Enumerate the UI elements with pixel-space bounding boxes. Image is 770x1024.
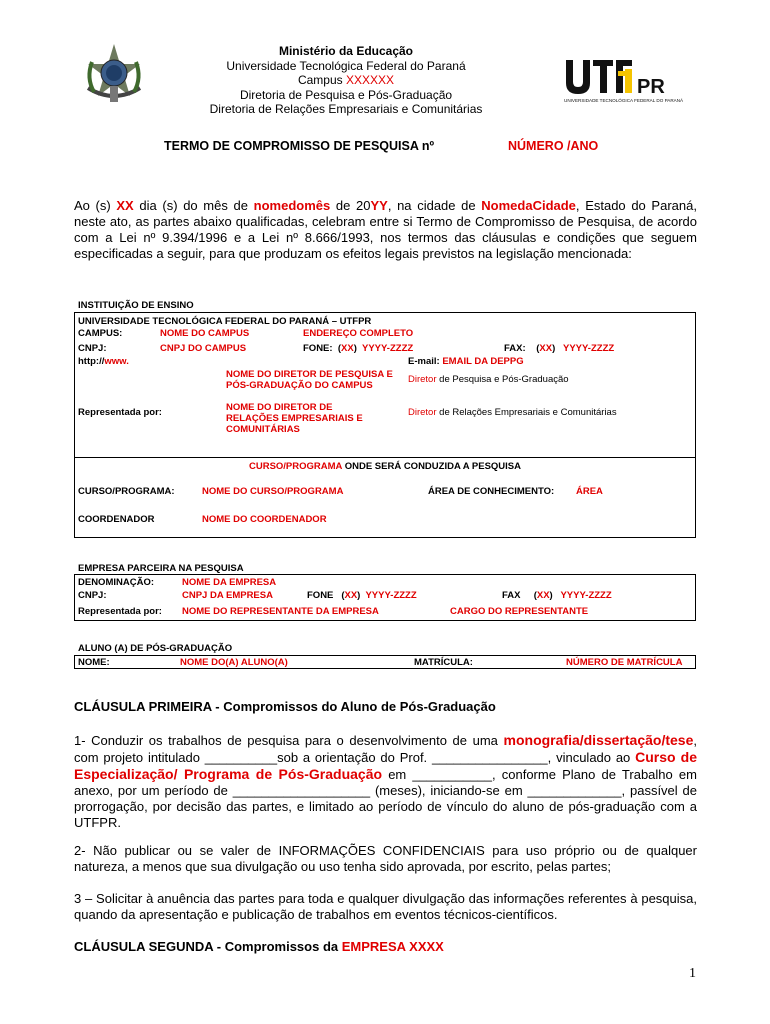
student-section-label: ALUNO (A) DE PÓS-GRADUAÇÃO	[78, 643, 233, 654]
institution-represented-label: Representada por:	[78, 407, 162, 418]
company-rep-value: NOME DO REPRESENTANTE DA EMPRESA	[182, 606, 379, 617]
company-placeholder: EMPRESA XXXX	[341, 939, 444, 954]
company-represented-label: Representada por:	[78, 606, 162, 617]
directorate-research: Diretoria de Pesquisa e Pós-Graduação	[239, 87, 453, 102]
fax-field: FAX: (XX) YYYY-ZZZZ	[504, 343, 615, 354]
directorate-relations: Diretoria de Relações Empresariais e Comunitárias	[209, 102, 483, 116]
year-placeholder: YY	[370, 198, 388, 213]
company-phone-field: FONE (XX) YYYY-ZZZZ	[307, 590, 417, 601]
university-name: Universidade Tecnológica Federal do Paraná	[226, 58, 466, 73]
institution-name: UNIVERSIDADE TECNOLÓGICA FEDERAL DO PARANÁ – UTFPR	[78, 316, 372, 327]
campus-line: Campus XXXXXX	[297, 73, 395, 87]
clause-one-item-1: 1- Conduzir os trabalhos de pesquisa para o desenvolvimento de uma monografia/dissertação/tese, com projeto intitulado __________sob a orientação do Prof. ________________, vinculado ao Curso de Especialização/ Programa de Pós-Graduação em ___________, conforme Plano de Trabalho em anexo, por um período de ___________________ (meses), iniciando-se em _____________, passível de prorrogação, por decisão das partes, e limitado ao período de vínculo do aluno de pós-graduação com a UTFPR.	[74, 732, 697, 830]
company-cnpj-value: CNPJ DA EMPRESA	[182, 590, 273, 601]
brazil-coat-of-arms-logo	[80, 42, 148, 110]
director-relations-name: NOME DO DIRETOR DE RELAÇÕES EMPRESARIAIS E COMUNITÁRIAS	[226, 402, 363, 435]
email-field: E-mail: EMAIL DA DEPPG	[408, 356, 524, 367]
clause-two-title: CLÁUSULA SEGUNDA - Compromissos da EMPRESA XXXX	[74, 939, 444, 954]
student-reg-label: MATRÍCULA:	[414, 657, 473, 668]
day-placeholder: XX	[116, 198, 134, 213]
document-title: TERMO DE COMPROMISSO DE PESQUISA nº	[164, 139, 435, 153]
coordinator-label: COORDENADOR	[78, 514, 155, 525]
institution-section-label: INSTITUIÇÃO DE ENSINO	[78, 300, 194, 311]
website-field: http://www.	[78, 356, 129, 367]
ministry-name: Ministério da Educação	[278, 44, 414, 58]
document-header	[180, 44, 512, 117]
company-fax-field: FAX (XX) YYYY-ZZZZ	[502, 590, 612, 601]
svg-text:PR: PR	[637, 76, 665, 98]
document-number: NÚMERO /ANO	[508, 139, 599, 153]
student-name-label: NOME:	[78, 657, 110, 668]
page-number: 1	[689, 966, 696, 981]
company-name-value: NOME DA EMPRESA	[182, 577, 277, 588]
company-section-label: EMPRESA PARCEIRA NA PESQUISA	[78, 563, 244, 574]
company-cnpj-label: CNPJ:	[78, 590, 107, 601]
company-rep-role: CARGO DO REPRESENTANTE	[450, 606, 589, 617]
utfpr-logo	[564, 56, 688, 104]
company-name-label: DENOMINAÇÃO:	[78, 577, 154, 588]
area-value: ÁREA	[576, 486, 603, 497]
clause-one-title: CLÁUSULA PRIMEIRA - Compromissos do Aluno de Pós-Graduação	[74, 699, 496, 714]
city-placeholder: NomedaCidade	[481, 198, 576, 213]
director-research-role: Diretor de Pesquisa e Pós-Graduação	[408, 374, 569, 385]
cnpj-label: CNPJ:	[78, 343, 107, 354]
month-placeholder: nomedomês	[253, 198, 331, 213]
intro-paragraph: Ao (s) XX dia (s) do mês de nomedomês de 20YY, na cidade de NomedaCidade, Estado do Paraná, neste ato, as partes abaixo qualificadas, celebram entre si Termo de Compromisso de Pesquisa, de acordo com a Lei nº 9.394/1996 e a Lei nº 8.666/1993, nos termos das cláusulas e condições que seguem especificadas a seguir, para que produzam os efeitos legais previstos na legislação mencionada:	[74, 198, 697, 261]
clause-one-item-2: 2- Não publicar ou se valer de INFORMAÇÕES CONFIDENCIAIS para uso próprio ou de qualquer natureza, a menos que sua divulgação ou uso tenha sido aprovada, por escrito, pelas partes;	[74, 843, 697, 874]
director-research-name: NOME DO DIRETOR DE PESQUISA E PÓS-GRADUAÇÃO DO CAMPUS	[226, 369, 393, 391]
campus-name-value: NOME DO CAMPUS	[160, 328, 250, 339]
campus-label: CAMPUS:	[78, 328, 123, 339]
area-label: ÁREA DE CONHECIMENTO:	[428, 486, 555, 497]
student-reg-value: NÚMERO DE MATRÍCULA	[566, 657, 683, 668]
course-heading: CURSO/PROGRAMA ONDE SERÁ CONDUZIDA A PESQUISA	[248, 461, 521, 472]
course-label: CURSO/PROGRAMA:	[78, 486, 175, 497]
address-value: ENDEREÇO COMPLETO	[303, 328, 414, 339]
student-name-value: NOME DO(A) ALUNO(A)	[180, 657, 288, 668]
director-relations-role: Diretor de Relações Empresariais e Comunitárias	[408, 407, 617, 418]
coordinator-value: NOME DO COORDENADOR	[202, 514, 327, 525]
cnpj-value: CNPJ DO CAMPUS	[160, 343, 247, 354]
campus-placeholder: XXXXXX	[346, 73, 395, 87]
logo-subtitle: UNIVERSIDADE TECNOLÓGICA FEDERAL DO PARANÁ	[564, 98, 684, 103]
phone-field: FONE: (XX) YYYY-ZZZZ	[303, 343, 414, 354]
clause-one-item-3: 3 – Solicitar à anuência das partes para toda e qualquer divulgação das informações referentes à pesquisa, quando da apresentação e publicação de trabalhos em eventos técnicos-científicos.	[74, 891, 697, 922]
course-value: NOME DO CURSO/PROGRAMA	[202, 486, 344, 497]
